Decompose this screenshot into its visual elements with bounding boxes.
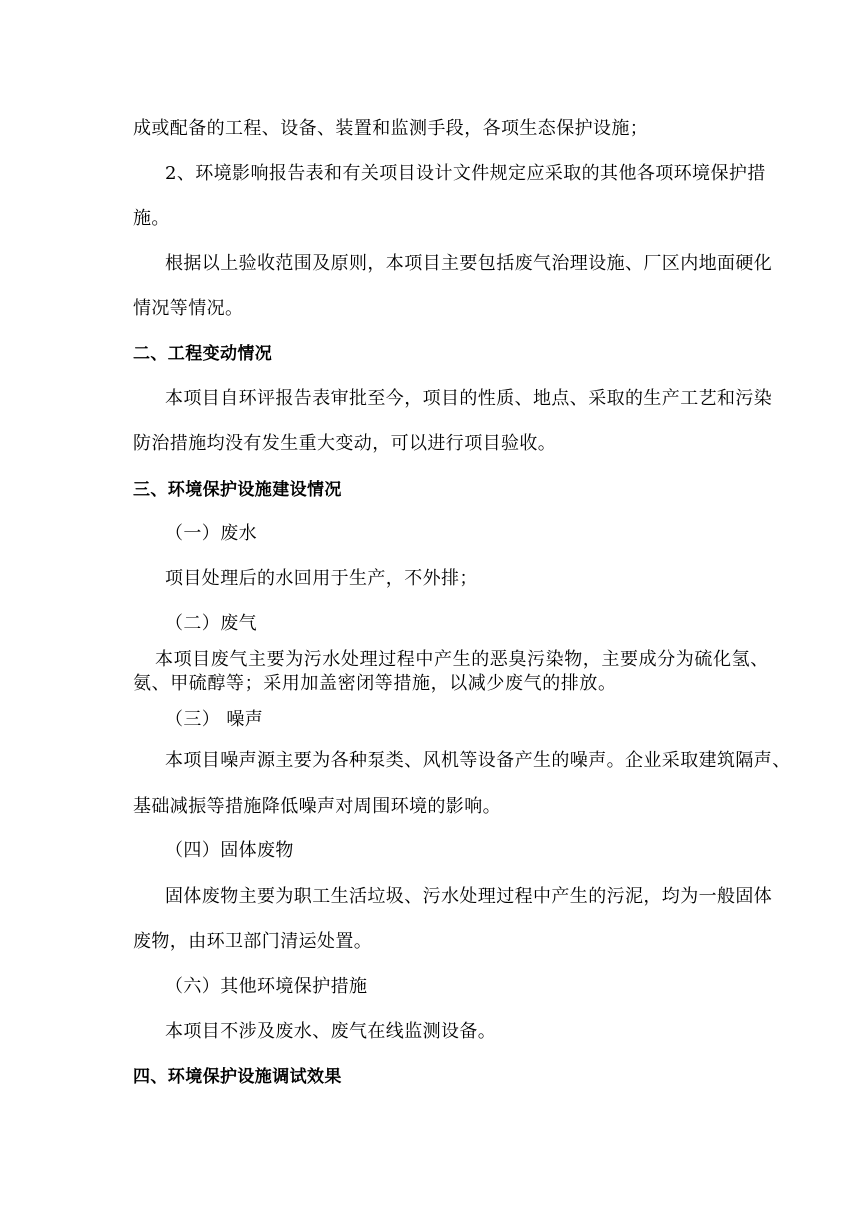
section-heading: 四、环境保护设施调试效果	[133, 1067, 342, 1087]
section-heading: 二、工程变动情况	[133, 344, 273, 364]
paragraph-line: 本项目废气主要为污水处理过程中产生的恶臭污染物，主要成分为硫化氢、	[155, 649, 769, 670]
paragraph-line: 情况等情况。	[133, 298, 244, 319]
paragraph-line: 基础减振等措施降低噪声对周围环境的影响。	[133, 796, 501, 817]
subsection-heading: （一）废水	[165, 523, 257, 544]
paragraph-line: 本项目自环评报告表审批至今，项目的性质、地点、采取的生产工艺和污染	[165, 388, 773, 409]
paragraph-line: 2、环境影响报告表和有关项目设计文件规定应采取的其他各项环境保护措	[165, 163, 766, 184]
subsection-heading: （二）废气	[165, 613, 257, 634]
paragraph-line: 项目处理后的水回用于生产，不外排；	[165, 568, 478, 589]
paragraph-line: 本项目噪声源主要为各种泵类、风机等设备产生的噪声。企业采取建筑隔声、	[165, 750, 791, 771]
subsection-heading: （三） 噪声	[165, 709, 264, 730]
paragraph-line: 防治措施均没有发生重大变动，可以进行项目验收。	[133, 433, 557, 454]
paragraph-line: 施。	[133, 208, 170, 229]
section-heading: 三、环境保护设施建设情况	[133, 480, 342, 500]
subsection-heading: （六）其他环境保护措施	[165, 976, 368, 997]
paragraph-line: 成或配备的工程、设备、装置和监测手段，各项生态保护设施；	[133, 118, 649, 139]
paragraph-line: 本项目不涉及废水、废气在线监测设备。	[165, 1021, 497, 1042]
paragraph-line: 废物，由环卫部门清运处置。	[133, 931, 373, 952]
subsection-heading: （四）固体废物	[165, 840, 294, 861]
paragraph-line: 根据以上验收范围及原则，本项目主要包括废气治理设施、厂区内地面硬化	[165, 253, 773, 274]
paragraph-line: 氨、甲硫醇等；采用加盖密闭等措施，以减少废气的排放。	[133, 673, 617, 694]
paragraph-line: 固体废物主要为职工生活垃圾、污水处理过程中产生的污泥，均为一般固体	[165, 886, 773, 907]
